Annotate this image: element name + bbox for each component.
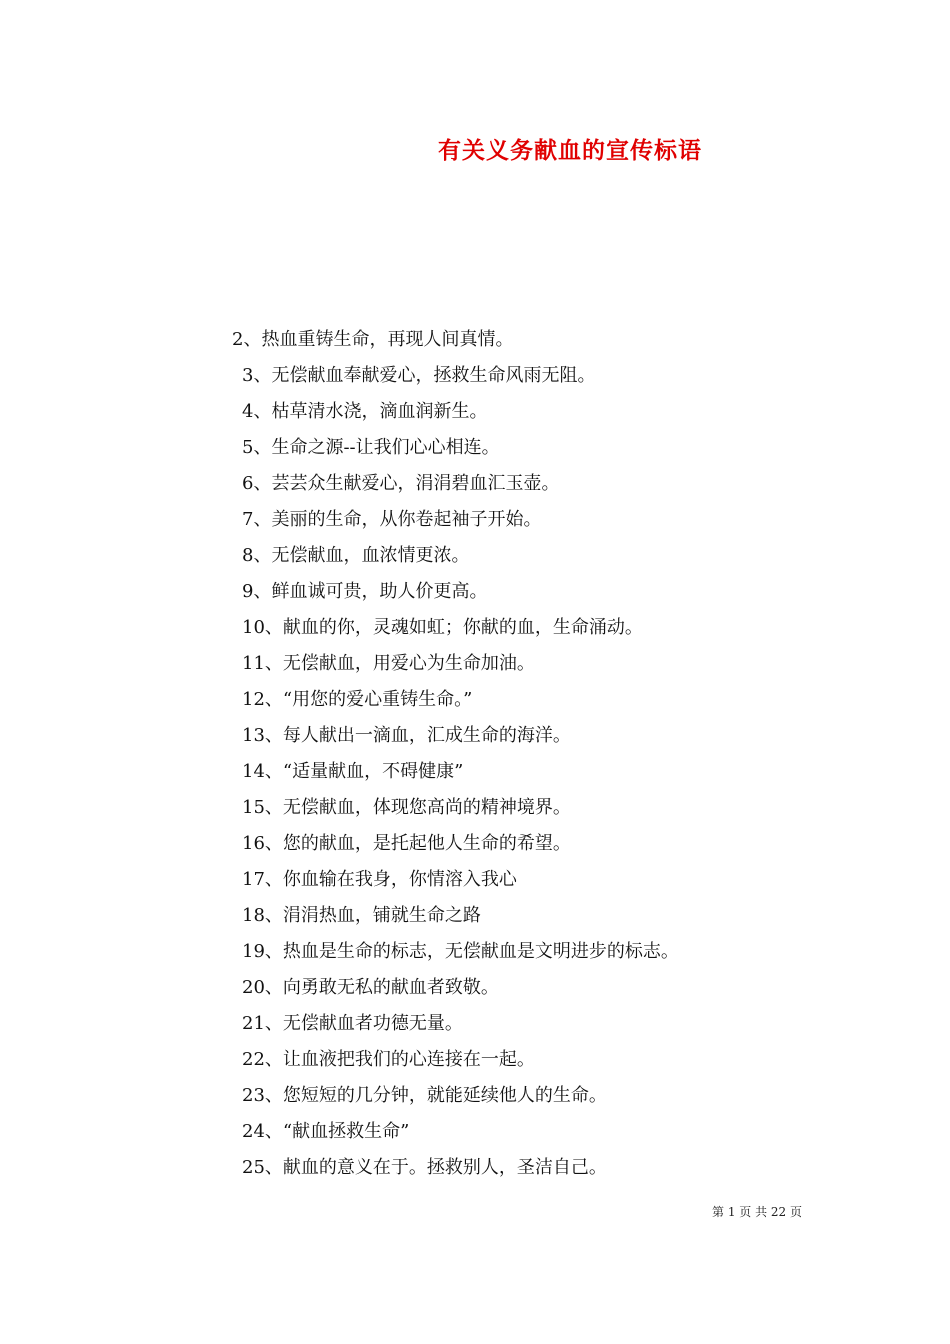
page-number-footer: 第 1 页 共 22 页: [712, 1205, 802, 1219]
list-item: 3、无偿献血奉献爱心，拯救生命风雨无阻。: [242, 365, 596, 386]
list-item: 6、芸芸众生献爱心，涓涓碧血汇玉壶。: [242, 473, 560, 494]
list-item: 19、热血是生命的标志，无偿献血是文明进步的标志。: [242, 941, 679, 962]
list-item: 13、每人献出一滴血，汇成生命的海洋。: [242, 725, 571, 746]
list-item: 9、鲜血诚可贵，助人价更高。: [242, 581, 488, 602]
list-item: 21、无偿献血者功德无量。: [242, 1013, 463, 1034]
list-item: 18、涓涓热血，铺就生命之路: [242, 905, 481, 926]
list-item: 22、让血液把我们的心连接在一起。: [242, 1049, 535, 1070]
list-item: 24、“献血拯救生命”: [242, 1121, 410, 1142]
list-item: 11、无偿献血，用爱心为生命加油。: [242, 653, 535, 674]
list-item: 10、献血的你，灵魂如虹；你献的血，生命涌动。: [242, 617, 643, 638]
page-title: 有关义务献血的宣传标语: [438, 137, 702, 164]
list-item: 23、您短短的几分钟，就能延续他人的生命。: [242, 1085, 607, 1106]
list-item: 2、热血重铸生命，再现人间真情。: [232, 329, 514, 350]
list-item: 17、你血输在我身，你情溶入我心: [242, 869, 517, 890]
list-item: 12、“用您的爱心重铸生命。”: [242, 689, 473, 710]
list-item: 15、无偿献血，体现您高尚的精神境界。: [242, 797, 571, 818]
list-item: 14、“适量献血，不碍健康”: [242, 761, 464, 782]
list-item: 4、枯草清水浇，滴血润新生。: [242, 401, 488, 422]
slogan-list: [232, 322, 679, 1186]
list-item: 5、生命之源--让我们心心相连。: [242, 437, 500, 458]
list-item: 16、您的献血，是托起他人生命的希望。: [242, 833, 571, 854]
list-item: 20、向勇敢无私的献血者致敬。: [242, 977, 499, 998]
list-item: 8、无偿献血，血浓情更浓。: [242, 545, 470, 566]
list-item: 7、美丽的生命，从你卷起袖子开始。: [242, 509, 542, 530]
list-item: 25、献血的意义在于。拯救别人，圣洁自己。: [242, 1157, 607, 1178]
